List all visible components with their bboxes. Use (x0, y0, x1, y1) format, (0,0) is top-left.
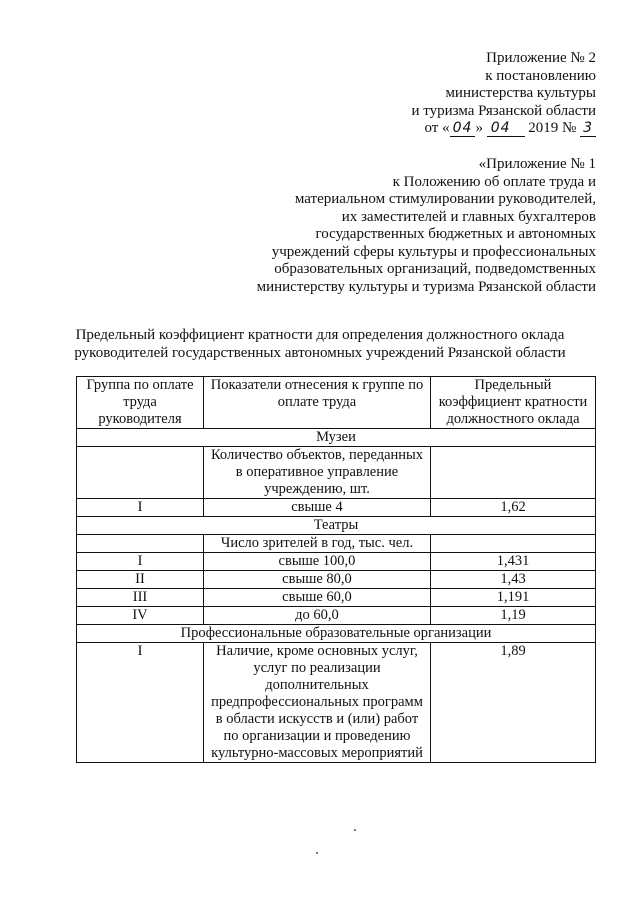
coef-cell: 1,19 (431, 607, 596, 625)
indicator-cell: Наличие, кроме основных услуг, услуг по реализации дополнительных предпрофессиональных программ в области искусств и (или) работ по организации и проведению культурно-массовых мероприятий (204, 643, 431, 763)
group-cell-empty (77, 447, 204, 499)
group-cell: IV (77, 607, 204, 625)
header-indicators: Показатели отнесения к группе по оплате труда (204, 377, 431, 429)
threshold-cell: свыше 4 (204, 499, 431, 517)
header-coefficient: Предельный коэффициент кратности должностного оклада (431, 377, 596, 429)
table-row (77, 499, 596, 517)
document-title (40, 326, 600, 362)
date-prefix: от « (424, 120, 450, 136)
reference-line: «Приложение № 1 (478, 156, 596, 172)
reference-line: образовательных организаций, подведомственных (274, 261, 596, 277)
appendix-line-3: министерства культуры (445, 85, 596, 101)
appendix-line-2: к постановлению (485, 67, 596, 84)
scan-speck (354, 829, 356, 831)
table-row (77, 447, 596, 499)
table-row (77, 643, 596, 763)
header-group: Группа по оплате труда руководителя (77, 377, 204, 429)
section-row-theatres (77, 517, 596, 535)
indicator-cell: Количество объектов, переданных в оперативное управление учреждению, шт. (204, 447, 431, 499)
date-mid: » (475, 120, 483, 136)
date-day-handwritten: 04 (450, 120, 476, 137)
appendix-line-4: и туризма Рязанской области (411, 102, 596, 119)
reference-line: к Положению об оплате труда и (392, 173, 596, 190)
coef-cell: 1,431 (431, 553, 596, 571)
coef-cell-empty (431, 447, 596, 499)
threshold-cell: до 60,0 (204, 607, 431, 625)
appendix-date-line (411, 120, 596, 138)
reference-line: учреждений сферы культуры и профессиональных (271, 243, 596, 260)
group-cell: I (77, 643, 204, 763)
section-row-museums (77, 429, 596, 447)
regulation-reference (257, 156, 596, 296)
section-museums: Музеи (77, 429, 596, 447)
reference-line: государственных бюджетных и автономных (315, 226, 596, 242)
reference-line: министерству культуры и туризма Рязанской области (256, 278, 596, 295)
section-theatres: Театры (77, 517, 596, 535)
appendix-header (411, 50, 596, 138)
threshold-cell: свыше 80,0 (204, 571, 431, 589)
table-row (77, 589, 596, 607)
reference-line: материальном стимулировании руководителей, (294, 191, 596, 207)
group-cell: I (77, 553, 204, 571)
group-cell: II (77, 571, 204, 589)
title-line-2: руководителей государственных автономных учреждений Рязанской области (74, 345, 566, 361)
table-row (77, 571, 596, 589)
number-handwritten: 3 (580, 120, 596, 137)
threshold-cell: свыше 100,0 (204, 553, 431, 571)
table-header-row (77, 377, 596, 429)
coef-cell: 1,43 (431, 571, 596, 589)
group-cell: III (77, 589, 204, 607)
coefficient-table (76, 376, 596, 763)
section-prof-orgs: Профессиональные образовательные организации (77, 625, 596, 643)
coef-cell: 1,89 (431, 643, 596, 763)
table-row (77, 607, 596, 625)
indicator-cell: Число зрителей в год, тыс. чел. (204, 535, 431, 553)
reference-line: их заместителей и главных бухгалтеров (341, 208, 596, 225)
scan-speck (316, 852, 318, 854)
date-year: 2019 (528, 120, 559, 136)
appendix-line-1: Приложение № 2 (486, 50, 596, 66)
group-cell-empty (77, 535, 204, 553)
coef-cell: 1,62 (431, 499, 596, 517)
table-row (77, 535, 596, 553)
coef-cell-empty (431, 535, 596, 553)
date-month-handwritten: 04 (487, 120, 525, 137)
threshold-cell: свыше 60,0 (204, 589, 431, 607)
table-row (77, 553, 596, 571)
title-line-1: Предельный коэффициент кратности для определения должностного оклада (75, 327, 565, 343)
number-prefix: № (562, 120, 577, 136)
coef-cell: 1,191 (431, 589, 596, 607)
section-row-prof-orgs (77, 625, 596, 643)
group-cell: I (77, 499, 204, 517)
